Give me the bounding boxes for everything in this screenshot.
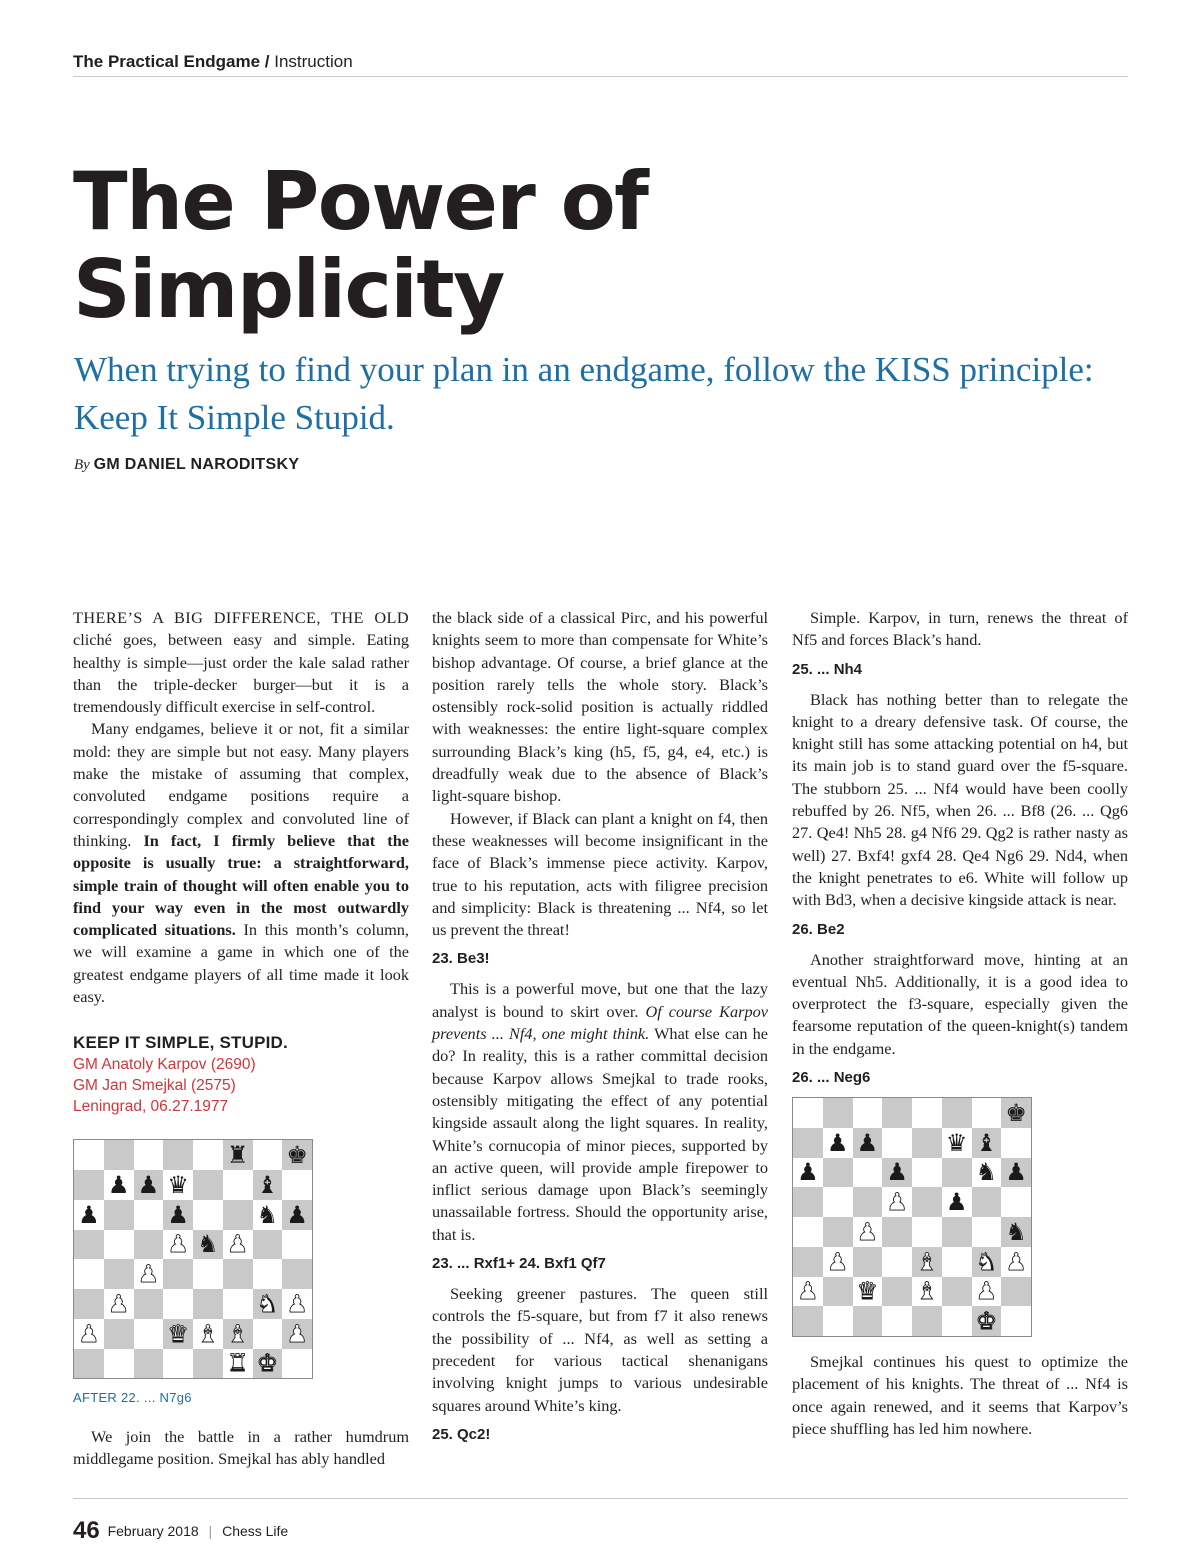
paragraph: Black has nothing better than to relegate the knight to a dreary defensive task. Of course, the knight still has some attacking potential on h4, but its main job is to stand guard over the f5-square. The stubborn 25. ... Nf4 would have been coolly rebuffed by 26. Nf5, when 26. ... Bf8 (26. ... Qg6 27. Qe4! Nh5 28. g4 Nf6 29. Qg2 is rather nasty as well) 27. Bxf4! gxf4 28. Qe4 Ng6 29. Nd4, when the knight penetrates to e6. White will follow up with Bd3, when a decisive kingside attack is near.	[792, 689, 1128, 910]
board-square	[882, 1158, 912, 1188]
board-square	[253, 1289, 283, 1319]
board-square	[163, 1349, 193, 1379]
board-square	[882, 1306, 912, 1336]
column-1	[73, 607, 409, 1470]
board-square	[912, 1187, 942, 1217]
board-square	[282, 1140, 312, 1170]
board-square	[193, 1140, 223, 1170]
board-square	[134, 1259, 164, 1289]
board-square	[972, 1128, 1002, 1158]
board-square	[74, 1289, 104, 1319]
board-square	[912, 1306, 942, 1336]
article-title	[73, 155, 1073, 336]
board-square	[104, 1200, 134, 1230]
paragraph: However, if Black can plant a knight on f4, then these weaknesses will become insignificant in the face of Black’s immense piece activity. Karpov, true to his reputation, acts with filigree precision and simplicity: Black is threatening ... Nf4, so let us prevent the threat!	[432, 808, 768, 940]
board-square	[823, 1306, 853, 1336]
game-event: Leningrad, 06.27.1977	[73, 1098, 229, 1116]
board-square	[74, 1140, 104, 1170]
board-square	[163, 1170, 193, 1200]
board-square	[942, 1277, 972, 1307]
board-square	[282, 1319, 312, 1349]
running-header	[73, 50, 1128, 77]
board-square	[74, 1349, 104, 1379]
column-2	[432, 607, 768, 1454]
board-square	[793, 1306, 823, 1336]
paragraph: Another straightforward move, hinting at an eventual Nh5. Additionally, it is a good idea to overprotect the f3-square, especially given the fearsome reputation of the queen-knight(s) tandem in the endgame.	[792, 949, 1128, 1058]
title-line-2: Simplicity	[73, 243, 504, 336]
board-square	[793, 1277, 823, 1307]
board-square	[793, 1158, 823, 1188]
board-square	[823, 1247, 853, 1277]
board-square	[793, 1128, 823, 1158]
board-square	[1001, 1128, 1031, 1158]
board-square	[853, 1277, 883, 1307]
board-square	[942, 1128, 972, 1158]
board-square	[193, 1349, 223, 1379]
board-square	[882, 1187, 912, 1217]
paragraph-text: cliché goes, between easy and simple. Eating healthy is simple—just order the kale salad rather than the triple-decker burger—but it is a tremendously difficult exercise in self-control.	[73, 630, 409, 717]
paragraph-text: In this month’s column, we will examine a game in which one of the greatest endgame players of all time made it look easy.	[73, 920, 409, 1007]
byline-by: By	[74, 457, 90, 473]
move-heading: 26. ... Neg6	[792, 1069, 871, 1087]
board-square	[972, 1187, 1002, 1217]
paragraph: the black side of a classical Pirc, and his powerful knights seem to more than compensate for White’s bishop advantage. Of course, a brief glance at the position rarely tells the whole story. Black’s ostensibly rock-solid position is actually riddled with weaknesses: the entire light-square complex surrounding Black’s king (h5, f5, g4, e4, etc.) is dreadfully weak due to the absence of Black’s light-square bishop.	[432, 608, 768, 806]
board-square	[223, 1259, 253, 1289]
board-square	[942, 1098, 972, 1128]
board-square	[942, 1247, 972, 1277]
black-knight-icon: ♞	[975, 1158, 998, 1187]
board-square	[134, 1230, 164, 1260]
board-square	[1001, 1247, 1031, 1277]
paragraph: We join the battle in a rather humdrum middlegame position. Smejkal has ably handled	[73, 1426, 409, 1468]
board-square	[1001, 1098, 1031, 1128]
issue-date: February 2018	[107, 1523, 199, 1539]
black-pawn-icon: ♟	[78, 1200, 100, 1229]
board-square	[912, 1098, 942, 1128]
white-pawn-icon: ♟	[797, 1277, 819, 1306]
white-pawn-icon: ♟	[167, 1230, 189, 1259]
white-queen-icon: ♛	[856, 1277, 879, 1306]
board-square	[253, 1170, 283, 1200]
board-square	[823, 1128, 853, 1158]
board-square	[134, 1170, 164, 1200]
paragraph-text: What else can he do? In reality, this is a rather committal decision because Karpov allows Smejkal to trade rooks, ostensibly mitigating the effect of any potential kingside assault along the light squares. In reality, White’s cornucopia of minor pieces, supported by an active queen, will provide ample firepower to inflict serious damage upon Black’s seemingly unassailable fortress. Should the opportunity arise, that is.	[432, 1024, 768, 1244]
move-heading: 23. ... Rxf1+ 24. Bxf1 Qf7	[432, 1255, 606, 1273]
board-square	[163, 1289, 193, 1319]
board-square	[793, 1247, 823, 1277]
black-pawn-icon: ♟	[1005, 1158, 1027, 1187]
black-knight-icon: ♞	[197, 1230, 219, 1259]
board-square	[793, 1217, 823, 1247]
board-square	[793, 1098, 823, 1128]
game-header	[73, 1032, 409, 1117]
diagram-2	[792, 1097, 1128, 1337]
board-square	[134, 1319, 164, 1349]
board-square	[853, 1217, 883, 1247]
board-square	[942, 1158, 972, 1188]
board-square	[972, 1158, 1002, 1188]
board-square	[912, 1128, 942, 1158]
page-footer	[73, 1498, 1128, 1545]
board-square	[163, 1259, 193, 1289]
board-square	[823, 1277, 853, 1307]
board-square	[282, 1289, 312, 1319]
black-king-icon: ♚	[1005, 1098, 1027, 1127]
board-square	[282, 1230, 312, 1260]
footer-separator: |	[208, 1523, 213, 1539]
board-square	[74, 1170, 104, 1200]
paragraph-text: Many endgames, believe it or not, fit a similar mold: they are simple but not easy. Many players make the mistake of assuming that complex, convoluted endgame positions require a correspondingly complex and convoluted line of thinking.	[73, 719, 409, 850]
board-square	[853, 1187, 883, 1217]
board-square	[253, 1140, 283, 1170]
black-pawn-icon: ♟	[137, 1170, 160, 1199]
header-slash: /	[260, 52, 275, 71]
white-pawn-icon: ♟	[826, 1247, 849, 1276]
paragraph: Simple. Karpov, in turn, renews the threat of Nf5 and forces Black’s hand.	[792, 608, 1128, 650]
board-square	[912, 1247, 942, 1277]
white-pawn-icon: ♟	[107, 1289, 130, 1318]
paragraph: Seeking greener pastures. The queen still controls the f5-square, but from f7 it also renews the possibility of ... Nf4, as well as setting a precedent for various tactical shenanigans involving knight jumps to various undesirable squares around White’s king.	[432, 1284, 768, 1415]
game-title: KEEP IT SIMPLE, STUPID.	[73, 1033, 288, 1053]
board-square	[193, 1259, 223, 1289]
black-pawn-icon: ♟	[286, 1200, 308, 1229]
chess-board	[73, 1139, 313, 1379]
board-square	[942, 1217, 972, 1247]
white-rook-icon: ♜	[226, 1349, 249, 1378]
black-pawn-icon: ♟	[856, 1128, 879, 1157]
white-king-icon: ♚	[256, 1349, 279, 1378]
move-heading: 25. Qc2!	[432, 1425, 491, 1443]
diagram-caption: AFTER 22. ... N7g6	[73, 1390, 192, 1406]
white-bishop-icon: ♝	[916, 1277, 938, 1306]
board-square	[823, 1098, 853, 1128]
board-square	[193, 1170, 223, 1200]
black-pawn-icon: ♟	[797, 1158, 819, 1187]
emphasis-text: In fact, I firmly believe that the opposite is usually true: a straightforward, simple train of thought will often enable you to find your way even in the most outwardly complicated situations.	[73, 830, 409, 940]
board-square	[853, 1158, 883, 1188]
black-knight-icon: ♞	[256, 1200, 279, 1229]
section-name: The Practical Endgame	[73, 52, 261, 71]
board-square	[1001, 1306, 1031, 1336]
board-square	[972, 1098, 1002, 1128]
board-square	[942, 1306, 972, 1336]
board-square	[223, 1230, 253, 1260]
board-square	[134, 1200, 164, 1230]
move-heading: 25. ... Nh4	[792, 660, 863, 678]
title-line-1: The Power of	[73, 155, 648, 248]
board-square	[912, 1277, 942, 1307]
board-square	[163, 1140, 193, 1170]
white-pawn-icon: ♟	[856, 1217, 879, 1246]
white-knight-icon: ♞	[975, 1247, 998, 1276]
black-pawn-icon: ♟	[886, 1158, 908, 1187]
board-square	[193, 1319, 223, 1349]
paragraph	[432, 978, 768, 1246]
board-square	[853, 1128, 883, 1158]
board-square	[104, 1349, 134, 1379]
board-square	[223, 1170, 253, 1200]
black-queen-icon: ♛	[167, 1170, 189, 1199]
white-pawn-icon: ♟	[137, 1260, 160, 1289]
white-knight-icon: ♞	[256, 1289, 279, 1318]
article-dek: When trying to find your plan in an endgame, follow the KISS principle: Keep It Simple Stupid.	[74, 350, 1094, 437]
board-square	[163, 1200, 193, 1230]
board-square	[882, 1277, 912, 1307]
black-knight-icon: ♞	[1005, 1217, 1027, 1246]
lead-in: THERE’S A BIG DIFFERENCE, THE OLD	[73, 608, 409, 627]
board-square	[253, 1319, 283, 1349]
board-square	[74, 1230, 104, 1260]
board-square	[253, 1230, 283, 1260]
board-square	[793, 1187, 823, 1217]
board-square	[882, 1217, 912, 1247]
white-pawn-icon: ♟	[286, 1289, 308, 1318]
board-square	[823, 1217, 853, 1247]
board-square	[223, 1140, 253, 1170]
black-player: GM Jan Smejkal (2575)	[73, 1077, 236, 1095]
black-pawn-icon: ♟	[826, 1128, 849, 1157]
paragraph	[73, 718, 409, 1008]
board-square	[282, 1259, 312, 1289]
white-bishop-icon: ♝	[197, 1319, 219, 1348]
board-square	[1001, 1158, 1031, 1188]
white-bishop-icon: ♝	[916, 1247, 938, 1276]
byline	[74, 454, 299, 476]
black-pawn-icon: ♟	[167, 1200, 189, 1229]
board-square	[104, 1140, 134, 1170]
board-square	[223, 1349, 253, 1379]
board-square	[104, 1289, 134, 1319]
board-square	[253, 1259, 283, 1289]
white-pawn-icon: ♟	[886, 1188, 908, 1217]
board-square	[912, 1217, 942, 1247]
board-square	[163, 1230, 193, 1260]
board-square	[282, 1170, 312, 1200]
black-king-icon: ♚	[286, 1141, 308, 1170]
black-bishop-icon: ♝	[256, 1170, 279, 1199]
author-name: GM DANIEL NARODITSKY	[93, 456, 300, 473]
board-square	[853, 1247, 883, 1277]
board-square	[253, 1349, 283, 1379]
diagram-1	[73, 1139, 409, 1409]
board-square	[104, 1259, 134, 1289]
board-square	[253, 1200, 283, 1230]
board-square	[134, 1349, 164, 1379]
black-rook-icon: ♜	[226, 1141, 249, 1170]
board-square	[134, 1289, 164, 1319]
board-square	[163, 1319, 193, 1349]
board-square	[74, 1200, 104, 1230]
black-queen-icon: ♛	[945, 1128, 968, 1157]
board-square	[972, 1217, 1002, 1247]
white-pawn-icon: ♟	[286, 1319, 308, 1348]
board-square	[134, 1140, 164, 1170]
subsection-name: Instruction	[274, 52, 353, 71]
white-queen-icon: ♛	[167, 1319, 189, 1348]
paragraph: Smejkal continues his quest to optimize the placement of his knights. The threat of ... Nf4 is once again renewed, and it seems that Karpov’s piece shuffling has led him nowhere.	[792, 1352, 1128, 1438]
column-3	[792, 607, 1128, 1440]
board-square	[1001, 1217, 1031, 1247]
chess-board	[792, 1097, 1032, 1337]
page-number: 46	[73, 1517, 100, 1544]
board-square	[193, 1289, 223, 1319]
board-square	[882, 1247, 912, 1277]
move-heading: 26. Be2	[792, 920, 845, 938]
board-square	[223, 1319, 253, 1349]
board-square	[223, 1289, 253, 1319]
paragraph	[73, 607, 409, 718]
board-square	[193, 1200, 223, 1230]
board-square	[882, 1128, 912, 1158]
move-heading: 23. Be3!	[432, 950, 490, 968]
black-bishop-icon: ♝	[975, 1128, 998, 1157]
board-square	[104, 1170, 134, 1200]
white-pawn-icon: ♟	[975, 1277, 998, 1306]
white-pawn-icon: ♟	[1005, 1247, 1027, 1276]
board-square	[972, 1247, 1002, 1277]
board-square	[193, 1230, 223, 1260]
black-pawn-icon: ♟	[107, 1170, 130, 1199]
board-square	[942, 1187, 972, 1217]
board-square	[882, 1098, 912, 1128]
board-square	[972, 1306, 1002, 1336]
board-square	[823, 1187, 853, 1217]
board-square	[74, 1259, 104, 1289]
board-square	[823, 1158, 853, 1188]
board-square	[104, 1230, 134, 1260]
board-square	[972, 1277, 1002, 1307]
board-square	[223, 1200, 253, 1230]
board-square	[282, 1349, 312, 1379]
white-bishop-icon: ♝	[226, 1319, 249, 1348]
board-square	[853, 1306, 883, 1336]
white-player: GM Anatoly Karpov (2690)	[73, 1056, 256, 1074]
white-pawn-icon: ♟	[226, 1230, 249, 1259]
board-square	[1001, 1277, 1031, 1307]
board-square	[74, 1319, 104, 1349]
white-king-icon: ♚	[975, 1307, 998, 1336]
magazine-name: Chess Life	[222, 1523, 289, 1539]
white-pawn-icon: ♟	[78, 1319, 100, 1348]
italic-text: Of course Karpov prevents ... Nf4, one might think.	[432, 1001, 769, 1044]
board-square	[912, 1158, 942, 1188]
board-square	[104, 1319, 134, 1349]
board-square	[1001, 1187, 1031, 1217]
black-pawn-icon: ♟	[945, 1188, 968, 1217]
paragraph-text: This is a powerful move, but one that the lazy analyst is bound to skirt over.	[432, 979, 768, 1021]
board-square	[853, 1098, 883, 1128]
board-square	[282, 1200, 312, 1230]
